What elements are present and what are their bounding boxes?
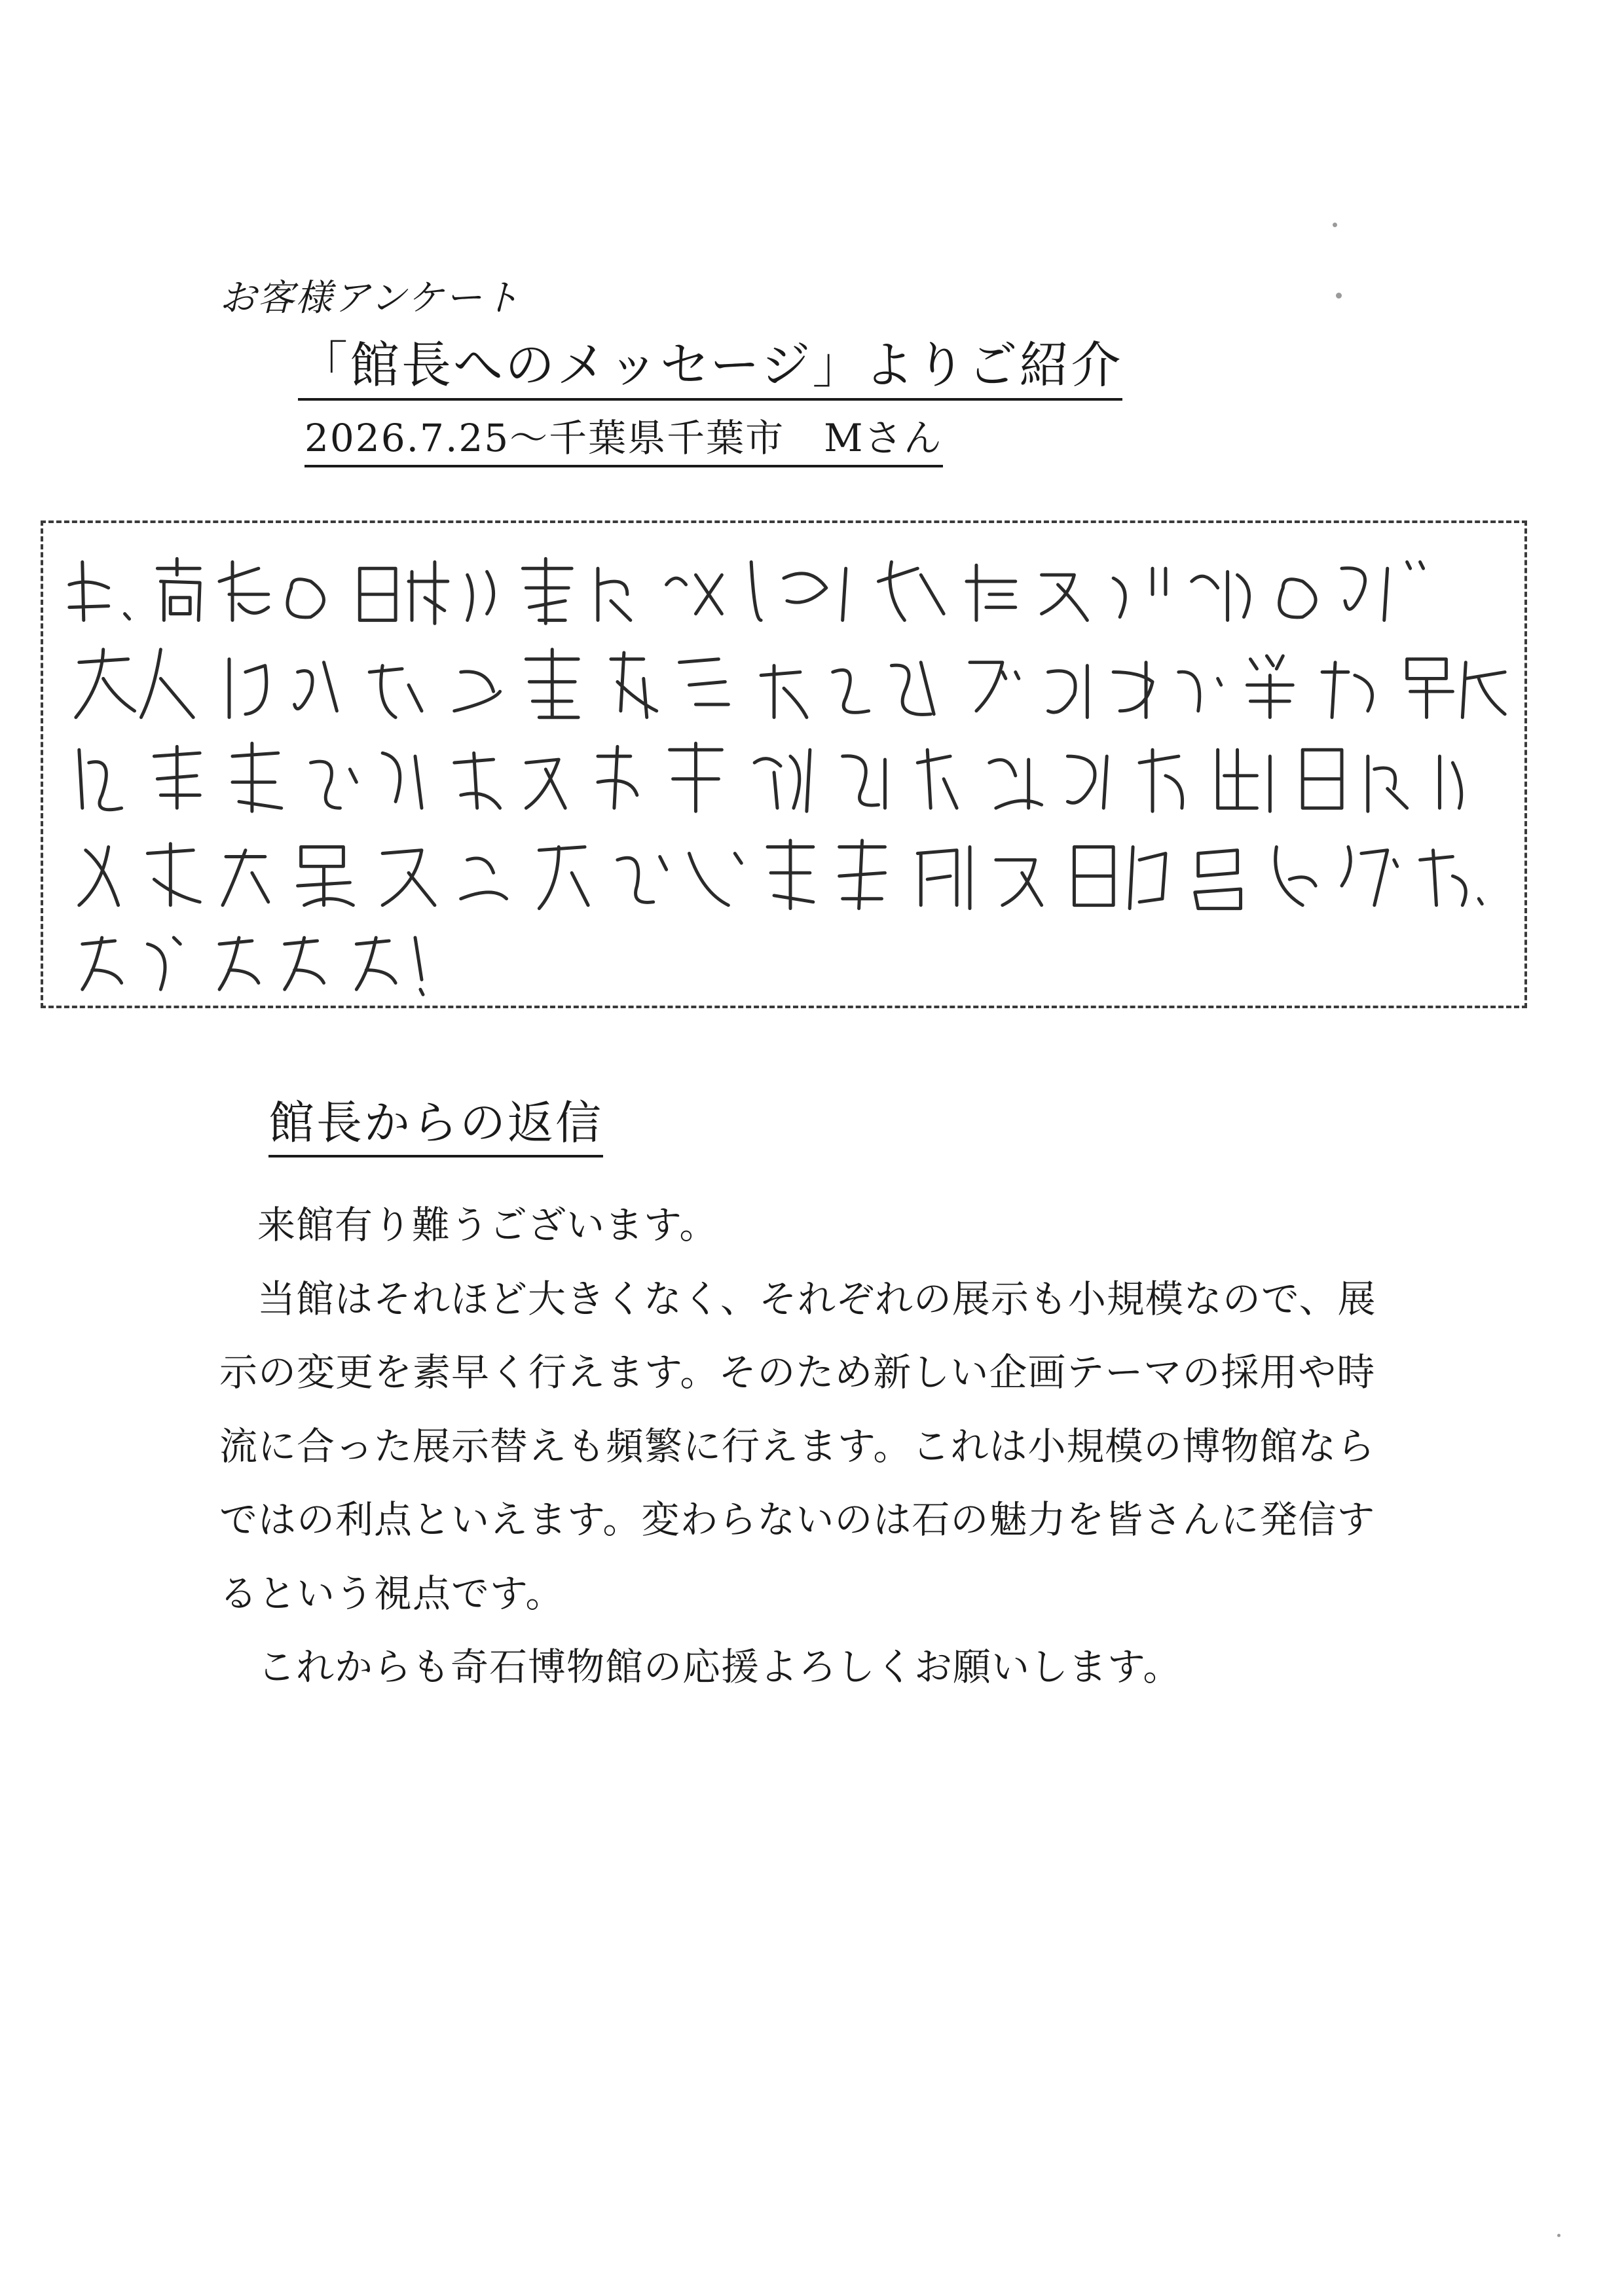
scan-speck [1557, 2234, 1560, 2237]
reply-heading: 館長からの返信 [268, 1100, 603, 1157]
handwriting-line-1 [69, 558, 1424, 623]
reply-paragraph: これからも奇石博物館の応援よろしくお願いします。 [257, 1645, 1182, 1690]
handwritten-message-box [41, 520, 1527, 1008]
survey-label: お客様アンケート [219, 277, 521, 319]
reply-paragraph: 当館はそれほど大きくなく、それぞれの展示も小規模なので、展示の変更を素早く行えます。そのため新しい企画テーマの採用や時流に合った展示替えも頻繁に行えます。これは小規模の博物館ならではの利点といえます。変わらないのは石の魅力を皆さんに発信するという視点です。 [219, 1276, 1376, 1616]
handwriting-line-4 [79, 841, 1482, 909]
handwriting-line-2 [76, 649, 1505, 718]
handwriting-line-3 [79, 743, 1462, 811]
handwritten-message-image [43, 523, 1524, 1006]
scan-speck [1333, 223, 1337, 227]
reply-body [219, 1188, 1411, 1704]
handwriting-line-5 [83, 938, 423, 994]
reply-paragraph: 来館有り難うございます。 [257, 1203, 718, 1247]
visit-info: 2026.7.25～千葉県千葉市 Mさん [304, 419, 943, 467]
page-title: 「館長へのメッセージ」よりご紹介 [298, 340, 1122, 401]
scan-speck [1336, 293, 1342, 299]
